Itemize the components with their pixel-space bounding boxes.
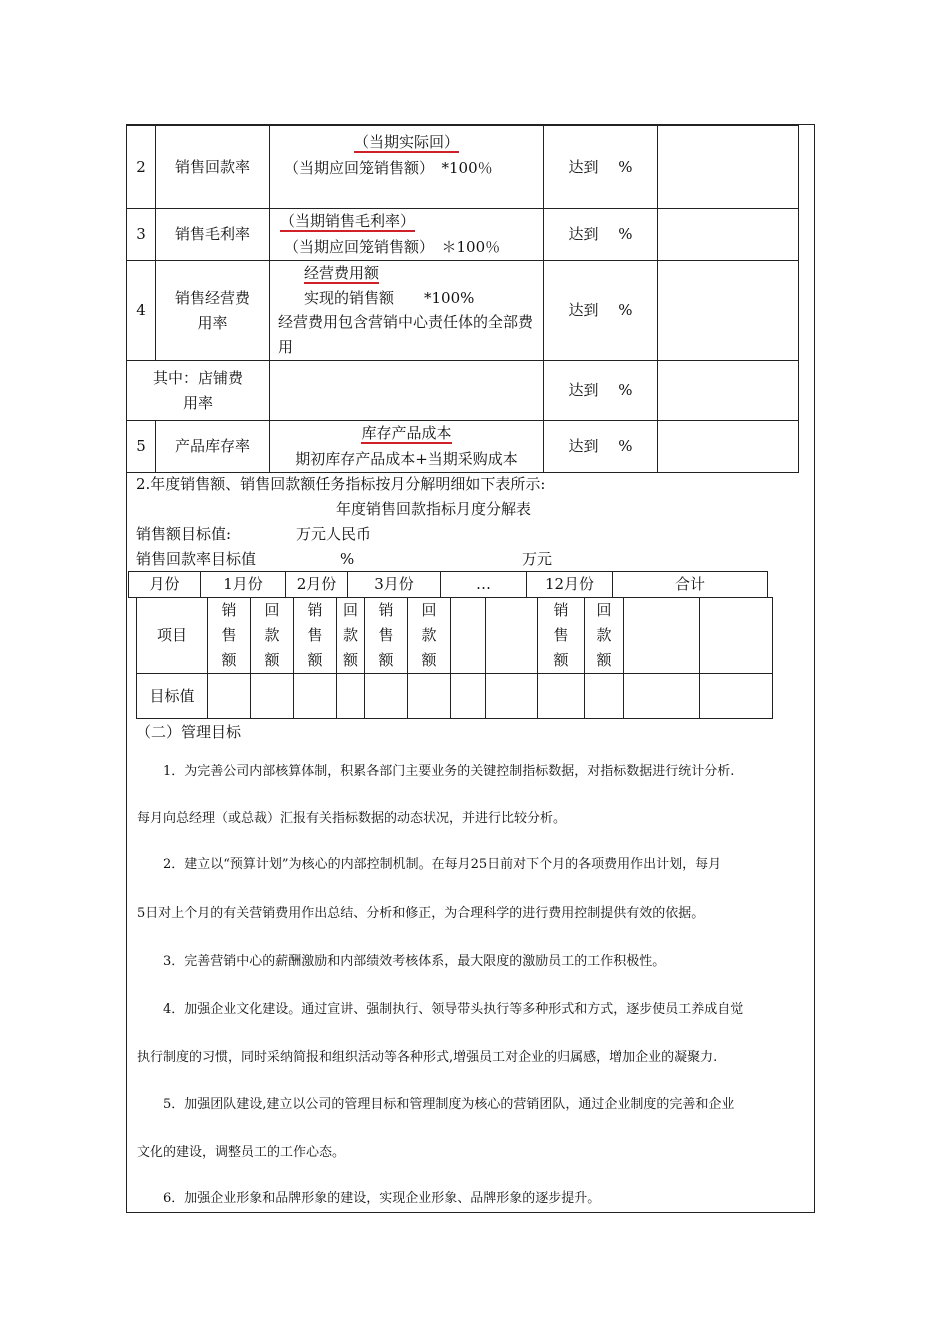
collection-label: 回款额 — [251, 598, 294, 674]
indicator-name: 产品库存率 — [156, 421, 270, 473]
management-line-1: 1．为完善公司内部核算体制，积累各部门主要业务的关键控制指标数据，对指标数据进行统计分析. — [163, 764, 735, 779]
percent-sign: % — [340, 550, 355, 568]
blank-cell — [700, 598, 773, 674]
value-cell — [208, 674, 251, 719]
value-cell — [700, 674, 773, 719]
value-cell — [585, 674, 624, 719]
row-number: 2 — [127, 126, 156, 209]
value-cell — [337, 674, 365, 719]
kpi-row — [127, 126, 799, 209]
value-cell — [408, 674, 451, 719]
management-line-7: 执行制度的习惯，同时采纳简报和组织活动等各种形式,增强员工对企业的归属感，增加企业的凝聚力. — [137, 1050, 718, 1065]
formula-cell — [270, 421, 544, 473]
collection-label: 回款额 — [585, 598, 624, 674]
target-cell: 达到 % — [544, 261, 658, 361]
target-label: 目标值 — [137, 674, 208, 719]
month-header-table — [128, 571, 768, 598]
sales-label: 销售额 — [365, 598, 408, 674]
month-label: 月份 — [129, 572, 201, 598]
blank-cell — [658, 261, 799, 361]
kpi-row — [127, 361, 799, 421]
value-cell — [251, 674, 294, 719]
formula-numerator: （当期实际回） — [353, 133, 459, 151]
target-cell: 达到 % — [544, 126, 658, 209]
management-line-2: 每月向总经理（或总裁）汇报有关指标数据的动态状况，并进行比较分析。 — [137, 811, 567, 826]
month-3: 3月份 — [348, 572, 441, 598]
indicator-name: 销售经营费用率 — [156, 261, 270, 361]
value-cell — [451, 674, 486, 719]
kpi-row — [127, 261, 799, 361]
formula-note: 经营费用包含营销中心责任体的全部费用 — [278, 313, 534, 356]
indicator-name: 销售回款率 — [156, 126, 270, 209]
kpi-row — [127, 421, 799, 473]
target-cell: 达到 % — [544, 361, 658, 421]
month-1: 1月份 — [201, 572, 286, 598]
sales-target-unit: 万元人民币 — [296, 525, 372, 543]
collection-label: 回款额 — [337, 598, 365, 674]
value-cell — [294, 674, 337, 719]
management-line-10: 6．加强企业形象和品牌形象的建设，实现企业形象、品牌形象的逐步提升。 — [163, 1191, 601, 1206]
blank-cell — [658, 361, 799, 421]
collection-rate-label: 销售回款率目标值 — [136, 550, 257, 568]
sales-label: 销售额 — [538, 598, 585, 674]
formula-cell — [270, 209, 544, 261]
formula-denominator: （当期应回笼销售额） ＊100％ — [284, 238, 501, 256]
month-total: 合计 — [613, 572, 768, 598]
table-title: 年度销售回款指标月度分解表 — [336, 500, 532, 518]
row-number: 4 — [127, 261, 156, 361]
management-line-3: 2．建立以“预算计划”为核心的内部控制机制。在每月25日前对下个月的各项费用作出计划，每月 — [163, 857, 722, 872]
collection-label: 回款额 — [408, 598, 451, 674]
management-line-4: 5日对上个月的有关营销费用作出总结、分析和修正，为合理科学的进行费用控制提供有效的依据。 — [137, 906, 705, 921]
sales-label: 销售额 — [294, 598, 337, 674]
formula-cell — [270, 126, 544, 209]
kpi-row — [127, 209, 799, 261]
kpi-table — [126, 125, 799, 473]
target-cell: 达到 % — [544, 421, 658, 473]
blank-cell — [658, 126, 799, 209]
month-header-row — [129, 572, 768, 598]
management-line-5: 3．完善营销中心的薪酬激励和内部绩效考核体系，最大限度的激励员工的工作积极性。 — [163, 954, 666, 969]
value-cell — [486, 674, 538, 719]
sales-target-label: 销售额目标值: — [136, 525, 232, 543]
value-cell — [624, 674, 700, 719]
formula-denominator: 实现的销售额 *100% — [304, 289, 475, 307]
formula-numerator: 库存产品成本 — [361, 424, 452, 442]
row-number: 5 — [127, 421, 156, 473]
formula-cell — [270, 261, 544, 361]
indicator-name: 销售毛利率 — [156, 209, 270, 261]
blank-cell — [486, 598, 538, 674]
value-cell — [538, 674, 585, 719]
management-line-9: 文化的建设，调整员工的工作心态。 — [137, 1145, 346, 1160]
formula-numerator: （当期销售毛利率） — [280, 212, 416, 230]
formula-numerator: 经营费用额 — [304, 264, 380, 282]
management-heading: （二）管理目标 — [136, 723, 242, 741]
blank-cell — [658, 421, 799, 473]
row-number: 3 — [127, 209, 156, 261]
management-line-8: 5．加强团队建设,建立以公司的管理目标和管理制度为核心的营销团队，通过企业制度的完善和企业 — [163, 1097, 735, 1112]
month-ellipsis: … — [441, 572, 527, 598]
blank-cell — [624, 598, 700, 674]
indicator-name: 其中：店铺费用率 — [127, 361, 270, 421]
target-cell: 达到 % — [544, 209, 658, 261]
wan-yuan-unit: 万元 — [522, 550, 553, 568]
month-detail-table — [136, 597, 773, 719]
management-line-6: 4．加强企业文化建设。通过宣讲、强制执行、领导带头执行等多种形式和方式，逐步使员工养成自觉 — [163, 1002, 744, 1017]
sales-label: 销售额 — [208, 598, 251, 674]
target-row — [137, 674, 773, 719]
formula-cell — [270, 361, 544, 421]
formula-denominator: 期初库存产品成本+当期采购成本 — [295, 450, 518, 468]
section2-intro: 2.年度销售额、销售回款额任务指标按月分解明细如下表所示: — [136, 475, 546, 493]
blank-cell — [658, 209, 799, 261]
blank-cell — [451, 598, 486, 674]
formula-denominator: （当期应回笼销售额） *100％ — [284, 159, 493, 177]
item-label: 项目 — [137, 598, 208, 674]
month-12: 12月份 — [527, 572, 613, 598]
month-2: 2月份 — [286, 572, 348, 598]
item-row — [137, 598, 773, 674]
value-cell — [365, 674, 408, 719]
